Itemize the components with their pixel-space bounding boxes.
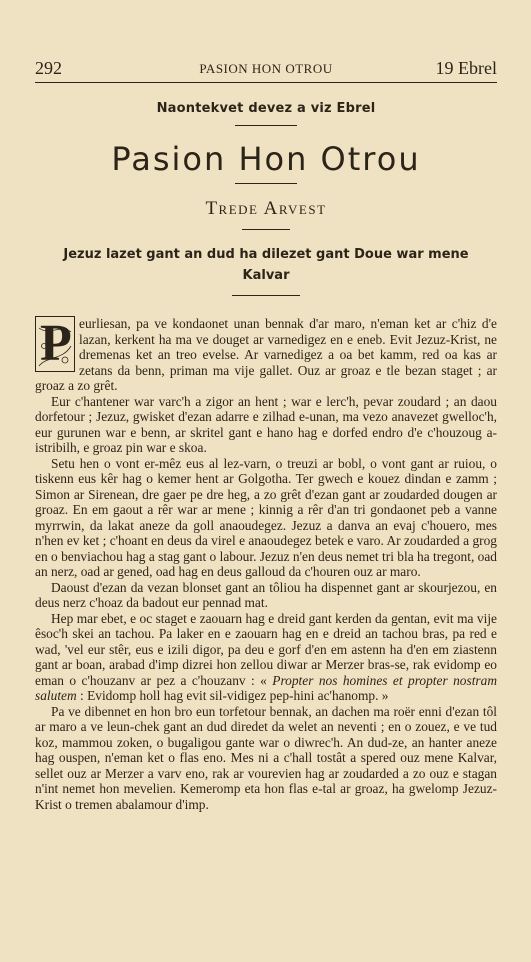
page-number: 292	[35, 58, 62, 78]
running-head	[35, 58, 497, 88]
divider-rule	[232, 295, 300, 296]
running-title: PASION HON OTROU	[199, 61, 333, 76]
paragraph: Daoust d'ezan da vezan blonset gant an tôliou ha dispennet gant ar skourjezou, en deus nerz c'hoaz da badout eur pennad mat.	[35, 579, 497, 610]
chapter-title: Jezuz lazet gant an dud ha dilezet gant Doue war mene Kalvar	[63, 247, 469, 283]
paragraph	[35, 611, 497, 704]
dropcap-letter: P	[40, 315, 72, 372]
header-rule	[35, 82, 497, 83]
paragraph	[35, 316, 497, 394]
paragraph-text: : Evidomp holl hag evit sil-vidigez pep-hini ac'hanomp. »	[76, 688, 389, 703]
page-date: 19 Ebrel	[435, 58, 497, 78]
divider-rule	[235, 183, 297, 184]
subhead: Naontekvet devez a viz Ebrel	[156, 101, 376, 116]
paragraph-text: Hep mar ebet, e oc staget e zaouarn hag e dreid gant kerden da gentan, evit ma vije êsoc'h skei an tachou. Pa laker en e zaouarn hag en e dreid an tachou bras, pa red e wad, 'vel eur stêr, eus e izili digor, pa deu e gorf d'en em astenn ha d'en em ziastenn gant ar boan, arabad d'imp dizrei hon zellou diwar ar Merzer bras-se, rak evidomp eo eman o c'houzanv ar pez a c'houzanv : «	[35, 610, 497, 688]
paragraph: Eur c'hantener war varc'h a zigor an hent ; war e lerc'h, pevar zoudard ; an daou dorfetour ; Jezuz, gwisket d'ezan adarre e zilhad e-unan, ma vezo anavezet gwelloc'h, eur gurunen war e benn, ar skritel gant e hano hag e dorfed endro d'e c'houzoug a-istribilh, e groaz pin war e skoa.	[35, 393, 497, 455]
paragraph: Pa ve dibennet en hon bro eun torfetour bennak, an dachen ma roër enni d'ezan tôl ar maro a ve leun-chek gant an dud diredet da welet an neventi ; en o zouez, e ve tud koz, mammou zoken, o bugaligou gante war o diwrec'h. An dud-ze, an hanter aneze hag ouspen, n'eman ket o flas eno. Mes ni a c'hall tostât a spered ouz mene Kalvar, sellet ouz ar Merzer a varv eno, rak ar vourevien hag ar zoudarded a zo ouz e stagan n'int nemet hon mevelien. Kemeromp eta hon flas e-tal ar groaz, ha gwelomp Jezuz-Krist o tremen abalamour d'imp.	[35, 703, 497, 812]
paragraph: Setu hen o vont er-mêz eus al lez-varn, o treuzi ar bobl, o vont gant ar ruiou, o tiskenn eus kêr hag o kemer hent ar Golgotha. Ter gwech e kouez dindan e zamm ; Simon ar Sirenean, dre gaer pe dre heg, a zo grêt d'ezan gant ar zoudarded dougen ar groaz. En em gaout a rêr war ar mene ; kinnig a rêr d'an tri gondaonet peb a vanne myrrwin, da lakat aneze da goll anaoudegez. Jezuz a danva an evaj c'houero, mes n'hen ev ket ; c'hoant en deus da virel e anaoudegez betek e varo. Ar zoudarded a grog en o benviachou hag a stag gant o labour. Jezuz n'en deus nemet tri bla ha tregont, oad an nerz, oad ar gened, oad hag en deus galloud da c'houren ouz ar maro.	[35, 455, 497, 579]
body-text	[35, 316, 497, 812]
part-heading: Trede Arvest	[205, 198, 327, 219]
paragraph-text: eurliesan, pa ve kondaonet unan bennak d'ar maro, n'eman ket ar c'hiz d'e lazan, kerkent ha ma ve douget ar varnedigez en e eneb. Evit Jezuz-Krist, ne dremenas ket an treo evelse. Ar varnedigez a oa bet kamm, red oa kas ar zetans da benn, priman ma vije gallet. Ouz ar groaz e tle bezan staget ; ar groaz a zo grêt.	[35, 316, 497, 393]
dropcap	[35, 316, 75, 372]
divider-rule	[235, 125, 297, 126]
divider-rule	[242, 229, 290, 230]
latin-quote: Propter nos homines et propter nostram salutem	[35, 672, 497, 703]
book-page	[0, 58, 531, 962]
page-title: Pasion Hon Otrou	[111, 140, 421, 178]
